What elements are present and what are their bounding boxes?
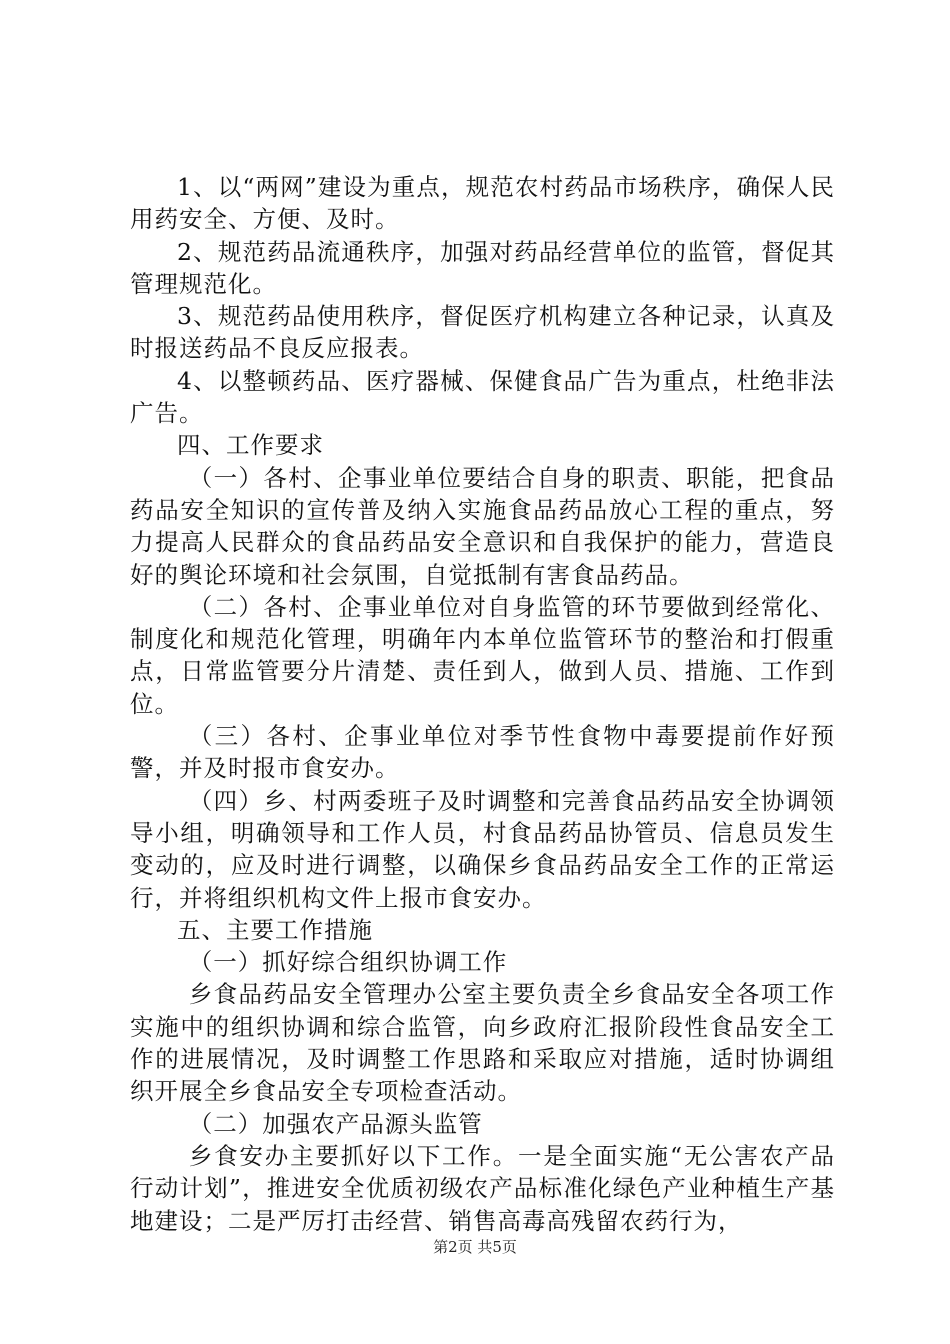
paragraph-item-3: 3、规范药品使用秩序，督促医疗机构建立各种记录，认真及时报送药品不良反应报表。: [130, 302, 835, 363]
section-heading-5: 五、主要工作措施: [177, 915, 373, 944]
paragraph-requirement-4: （四）乡、村两委班子及时调整和完善食品药品安全协调领导小组，明确领导和工作人员，村食品药品协管员、信息员发生变动的，应及时进行调整，以确保乡食品药品安全工作的正常运行，并将组织机构文件上报市食安办。: [130, 786, 835, 912]
subsection-heading-2: （二）加强农产品源头监管: [188, 1109, 483, 1138]
paragraph-requirement-2: （二）各村、企事业单位对自身监管的环节要做到经常化、制度化和规范化管理，明确年内本单位监管环节的整治和打假重点，日常监管要分片清楚、责任到人，做到人员、措施、工作到位。: [130, 592, 835, 718]
paragraph-item-1: 1、以“两网”建设为重点，规范农村药品市场秩序，确保人民用药安全、方便、及时。: [130, 173, 835, 234]
section-heading-4: 四、工作要求: [177, 431, 324, 460]
page-number-footer: 第2页 共5页: [433, 1238, 517, 1256]
paragraph-measure-1: 乡食品药品安全管理办公室主要负责全乡食品安全各项工作实施中的组织协调和综合监管，向乡政府汇报阶段性食品安全工作的进展情况，及时调整工作思路和采取应对措施，适时协调组织开展全乡食品安全专项检查活动。: [130, 980, 835, 1106]
paragraph-item-2: 2、规范药品流通秩序，加强对药品经营单位的监管，督促其管理规范化。: [130, 237, 835, 298]
paragraph-requirement-1: （一）各村、企事业单位要结合自身的职责、职能，把食品药品安全知识的宣传普及纳入实施食品药品放心工程的重点，努力提高人民群众的食品药品安全意识和自我保护的能力，营造良好的舆论环境和社会氛围，自觉抵制有害食品药品。: [130, 463, 835, 589]
paragraph-item-4: 4、以整顿药品、医疗器械、保健食品广告为重点，杜绝非法广告。: [130, 366, 835, 428]
paragraph-measure-2: 乡食安办主要抓好以下工作。一是全面实施“无公害农产品行动计划”，推进安全优质初级农产品标准化绿色产业种植生产基地建设；二是严厉打击经营、销售高毒高残留农药行为，: [130, 1141, 835, 1235]
paragraph-requirement-3: （三）各村、企事业单位对季节性食物中毒要提前作好预警，并及时报市食安办。: [130, 722, 835, 783]
subsection-heading-1: （一）抓好综合组织协调工作: [188, 948, 508, 977]
document-body: [130, 171, 835, 1237]
